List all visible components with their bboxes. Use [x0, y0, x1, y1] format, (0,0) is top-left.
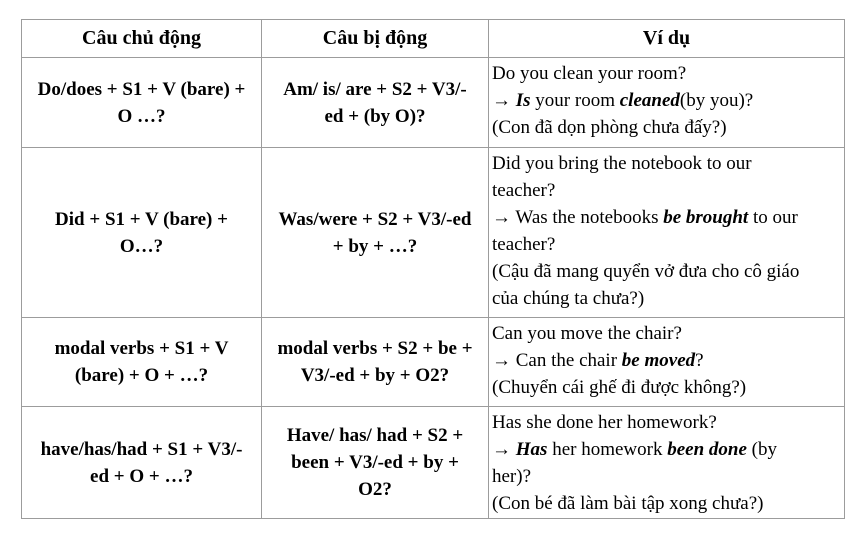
- example-line: của chúng ta chưa?): [492, 288, 645, 309]
- passive-formula-cell: [262, 58, 489, 148]
- example-cell: [489, 58, 845, 148]
- table-row: [22, 148, 845, 318]
- example-line: (Cậu đã mang quyển vở đưa cho cô giáo: [492, 261, 800, 282]
- formula-line: Am/ is/ are + S2 + V3/-: [283, 78, 467, 100]
- formula-line: Did + S1 + V (bare) +: [55, 208, 228, 230]
- formula-line: have/has/had + S1 + V3/-: [40, 438, 243, 460]
- example-line: → Is your room cleaned(by you)?: [492, 90, 754, 111]
- example-line: Do you clean your room?: [492, 63, 687, 84]
- example-line: → Has her homework been done (by: [492, 439, 777, 460]
- formula-line: O…?: [119, 235, 164, 257]
- formula-line: (bare) + O + …?: [74, 365, 209, 386]
- header-active-sentence: Câu chủ động: [22, 20, 262, 58]
- example-line: Can you move the chair?: [492, 323, 682, 344]
- example-cell: [489, 318, 845, 407]
- example-line: Has she done her homework?: [492, 412, 717, 433]
- passive-formula-cell: [262, 407, 489, 519]
- example-line: her)?: [492, 466, 532, 487]
- header-passive-sentence: Câu bị động: [262, 20, 489, 58]
- formula-line: V3/-ed + by + O2?: [300, 365, 450, 386]
- formula-line: Have/ has/ had + S2 +: [286, 425, 464, 446]
- example-line: → Can the chair be moved?: [492, 350, 704, 371]
- example-cell: [489, 148, 845, 318]
- formula-line: modal verbs + S2 + be +: [277, 338, 473, 359]
- example-line: (Con đã dọn phòng chưa đấy?): [492, 117, 727, 138]
- grammar-table-container: [21, 19, 845, 519]
- table-body: [22, 58, 845, 519]
- active-formula-cell: [22, 407, 262, 519]
- formula-line: modal verbs + S1 + V: [54, 338, 229, 359]
- table-row: [22, 407, 845, 519]
- active-formula-cell: [22, 58, 262, 148]
- passive-voice-table: [21, 19, 845, 519]
- example-line: teacher?: [492, 234, 556, 255]
- formula-line: ed + O + …?: [90, 465, 193, 487]
- formula-line: + by + …?: [332, 235, 418, 257]
- formula-line: O …?: [117, 105, 166, 127]
- formula-line: been + V3/-ed + by +: [291, 452, 459, 473]
- formula-line: Was/were + S2 + V3/-ed: [278, 208, 472, 230]
- formula-line: ed + (by O)?: [324, 105, 426, 127]
- active-formula-cell: [22, 318, 262, 407]
- example-line: Did you bring the notebook to our: [492, 153, 752, 174]
- example-line: teacher?: [492, 180, 556, 201]
- formula-line: O2?: [358, 479, 392, 500]
- example-line: (Con bé đã làm bài tập xong chưa?): [492, 493, 764, 514]
- header-row: [22, 20, 845, 58]
- table-row: [22, 58, 845, 148]
- passive-formula-cell: [262, 318, 489, 407]
- example-line: → Was the notebooks be brought to our: [492, 207, 798, 228]
- passive-formula-cell: [262, 148, 489, 318]
- table-row: [22, 318, 845, 407]
- formula-line: Do/does + S1 + V (bare) +: [37, 78, 246, 100]
- active-formula-cell: [22, 148, 262, 318]
- example-cell: [489, 407, 845, 519]
- header-example: Ví dụ: [489, 20, 845, 58]
- example-line: (Chuyển cái ghế đi được không?): [492, 377, 747, 398]
